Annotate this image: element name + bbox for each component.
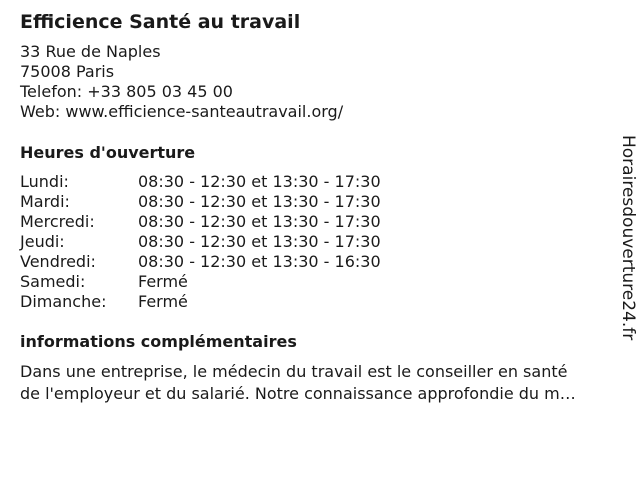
day-hours: 08:30 - 12:30 et 13:30 - 17:30	[138, 212, 381, 231]
business-card	[20, 10, 620, 405]
opening-hours-table	[20, 172, 620, 312]
street-address: 33 Rue de Naples	[20, 42, 161, 61]
address-block	[20, 42, 620, 122]
hours-row	[20, 192, 620, 212]
web-label: Web:	[20, 102, 61, 121]
description-text	[20, 361, 620, 405]
day-hours: 08:30 - 12:30 et 13:30 - 17:30	[138, 192, 381, 211]
hours-row	[20, 232, 620, 252]
hours-row	[20, 212, 620, 232]
watermark-text: Horairesdouverture24.fr	[618, 135, 638, 341]
city-address: 75008 Paris	[20, 62, 115, 81]
website-link[interactable]: www.efficience-santeautravail.org/	[65, 102, 344, 121]
phone-label: Telefon:	[20, 82, 83, 101]
web-line	[20, 102, 620, 122]
day-name: Samedi:	[20, 272, 86, 291]
day-name: Vendredi:	[20, 252, 96, 271]
hours-row	[20, 172, 620, 192]
hours-row	[20, 252, 620, 272]
opening-hours-heading: Heures d'ouverture	[20, 143, 196, 162]
phone-line	[20, 82, 620, 102]
day-name: Jeudi:	[20, 232, 65, 251]
description-line: Dans une entreprise, le médecin du travail est le conseiller en santé	[20, 362, 568, 381]
business-name: Efficience Santé au travail	[20, 11, 301, 33]
hours-row	[20, 292, 620, 312]
description-line: de l'employeur et du salarié. Notre connaissance approfondie du m…	[20, 384, 576, 403]
day-hours: 08:30 - 12:30 et 13:30 - 16:30	[138, 252, 381, 271]
site-watermark	[616, 135, 640, 371]
day-name: Lundi:	[20, 172, 69, 191]
day-hours: 08:30 - 12:30 et 13:30 - 17:30	[138, 232, 381, 251]
additional-info-heading: informations complémentaires	[20, 332, 297, 351]
day-hours: Fermé	[138, 272, 188, 291]
hours-row	[20, 272, 620, 292]
day-name: Mercredi:	[20, 212, 95, 231]
phone-link[interactable]: +33 805 03 45 00	[87, 82, 233, 101]
day-hours: Fermé	[138, 292, 188, 311]
day-name: Mardi:	[20, 192, 70, 211]
day-hours: 08:30 - 12:30 et 13:30 - 17:30	[138, 172, 381, 191]
day-name: Dimanche:	[20, 292, 107, 311]
